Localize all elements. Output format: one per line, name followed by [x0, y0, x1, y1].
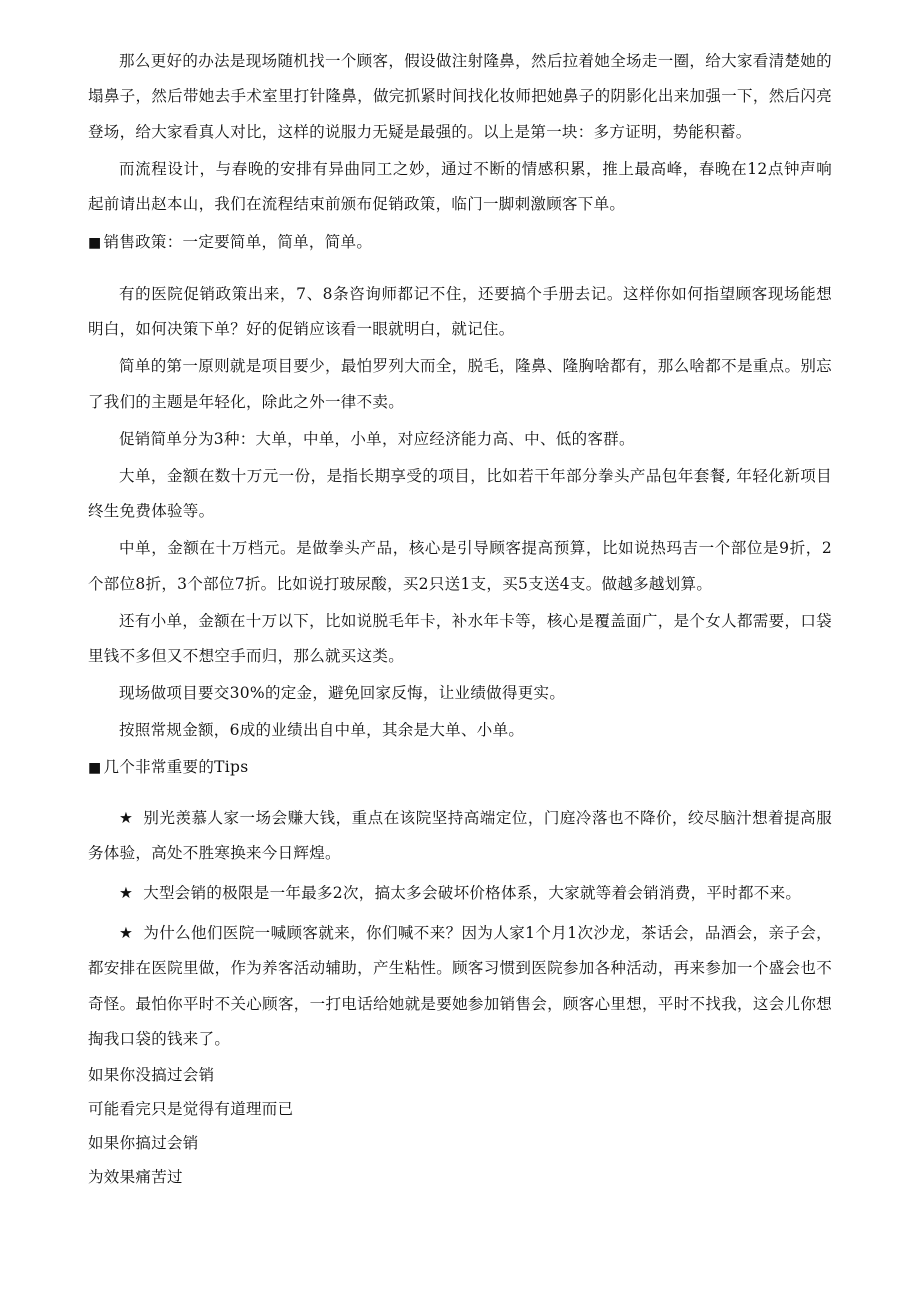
body-paragraph: 简单的第一原则就是项目要少，最怕罗列大而全，脱毛，隆鼻、隆胸啥都有，那么啥都不是重点。别忘了我们的主题是年轻化，除此之外一律不卖。 [88, 357, 832, 411]
square-bullet-icon: ■ [88, 234, 102, 251]
body-paragraph: 有的医院促销政策出来，7、8条咨询师都记不住，还要搞个手册去记。这样你如何指望顾客现场能想明白，如何决策下单？好的促销应该看一眼就明白，就记住。 [88, 285, 832, 339]
square-bullet-icon: ■ [88, 760, 102, 777]
document-page [88, 44, 832, 1194]
star-icon: ★ [119, 923, 134, 942]
section-heading-text: 几个非常重要的Tips [103, 758, 249, 777]
sales-policy-body [88, 277, 832, 748]
section-heading-tips [88, 750, 832, 786]
closing-line: 为效果痛苦过 [88, 1168, 183, 1187]
tip-item [88, 876, 832, 911]
star-icon: ★ [119, 884, 134, 903]
star-icon: ★ [119, 808, 134, 827]
section-heading-text: 销售政策：一定要简单，简单，简单。 [103, 232, 373, 251]
body-paragraph: 按照常规金额，6成的业绩出自中单，其余是大单、小单。 [119, 721, 525, 740]
tip-text: 为什么他们医院一喊顾客就来，你们喊不来？因为人家1个月1次沙龙，茶话会，品酒会，亲子会，都安排在医院里做，作为养客活动辅助，产生粘性。顾客习惯到医院参加各种活动，再来参加一个盛会也不奇怪。最怕你平时不关心顾客，一打电话给她就是要她参加销售会，顾客心里想，平时不找我，这会儿你想掏我口袋的钱来了。 [88, 923, 832, 1049]
closing-line: 可能看完只是觉得有道理而已 [88, 1099, 294, 1118]
body-paragraph: 现场做项目要交30%的定金，避免回家反悔，让业绩做得更实。 [119, 684, 566, 703]
tip-item [88, 801, 832, 872]
intro-paragraph: 那么更好的办法是现场随机找一个顾客，假设做注射隆鼻，然后拉着她全场走一圈，给大家看清楚她的塌鼻子，然后带她去手术室里打针隆鼻，做完抓紧时间找化妆师把她鼻子的阴影化出来加强一下，然后闪亮登场，给大家看真人对比，这样的说服力无疑是最强的。以上是第一块：多方证明，势能积蓄。 [88, 52, 832, 141]
closing-line: 如果你搞过会销 [88, 1133, 199, 1152]
closing-line: 如果你没搞过会销 [88, 1065, 215, 1084]
tip-text: 别光羡慕人家一场会赚大钱，重点在该院坚持高端定位，门庭冷落也不降价，绞尽脑汁想着提高服务体验，高处不胜寒换来今日辉煌。 [88, 808, 832, 863]
body-paragraph: 还有小单，金额在十万以下，比如说脱毛年卡，补水年卡等，核心是覆盖面广，是个女人都需要，口袋里钱不多但又不想空手而归，那么就买这类。 [88, 611, 832, 666]
section-heading-sales [88, 225, 832, 261]
intro-paragraph: 而流程设计，与春晚的安排有异曲同工之妙，通过不断的情感积累，推上最高峰，春晚在12点钟声响起前请出赵本山，我们在流程结束前颁布促销政策，临门一脚刺激顾客下单。 [88, 159, 832, 214]
body-paragraph: 促销简单分为3种：大单，中单，小单，对应经济能力高、中、低的客群。 [119, 429, 635, 448]
tips-list [88, 801, 832, 1058]
body-paragraph: 中单，金额在十万档元。是做拳头产品，核心是引导顾客提高预算，比如说热玛吉一个部位是9折，2个部位8折，3个部位7折。比如说打玻尿酸，买2只送1支，买5支送4支。做越多越划算。 [88, 539, 832, 593]
closing-lines [88, 1058, 832, 1195]
tip-item [88, 916, 832, 1058]
tip-text: 大型会销的极限是一年最多2次，搞太多会破坏价格体系，大家就等着会销消费，平时都不来。 [143, 884, 802, 903]
body-paragraph: 大单，金额在数十万元一份，是指长期享受的项目，比如若干年部分拳头产品包年套餐, 年轻化新项目终生免费体验等。 [88, 466, 832, 521]
